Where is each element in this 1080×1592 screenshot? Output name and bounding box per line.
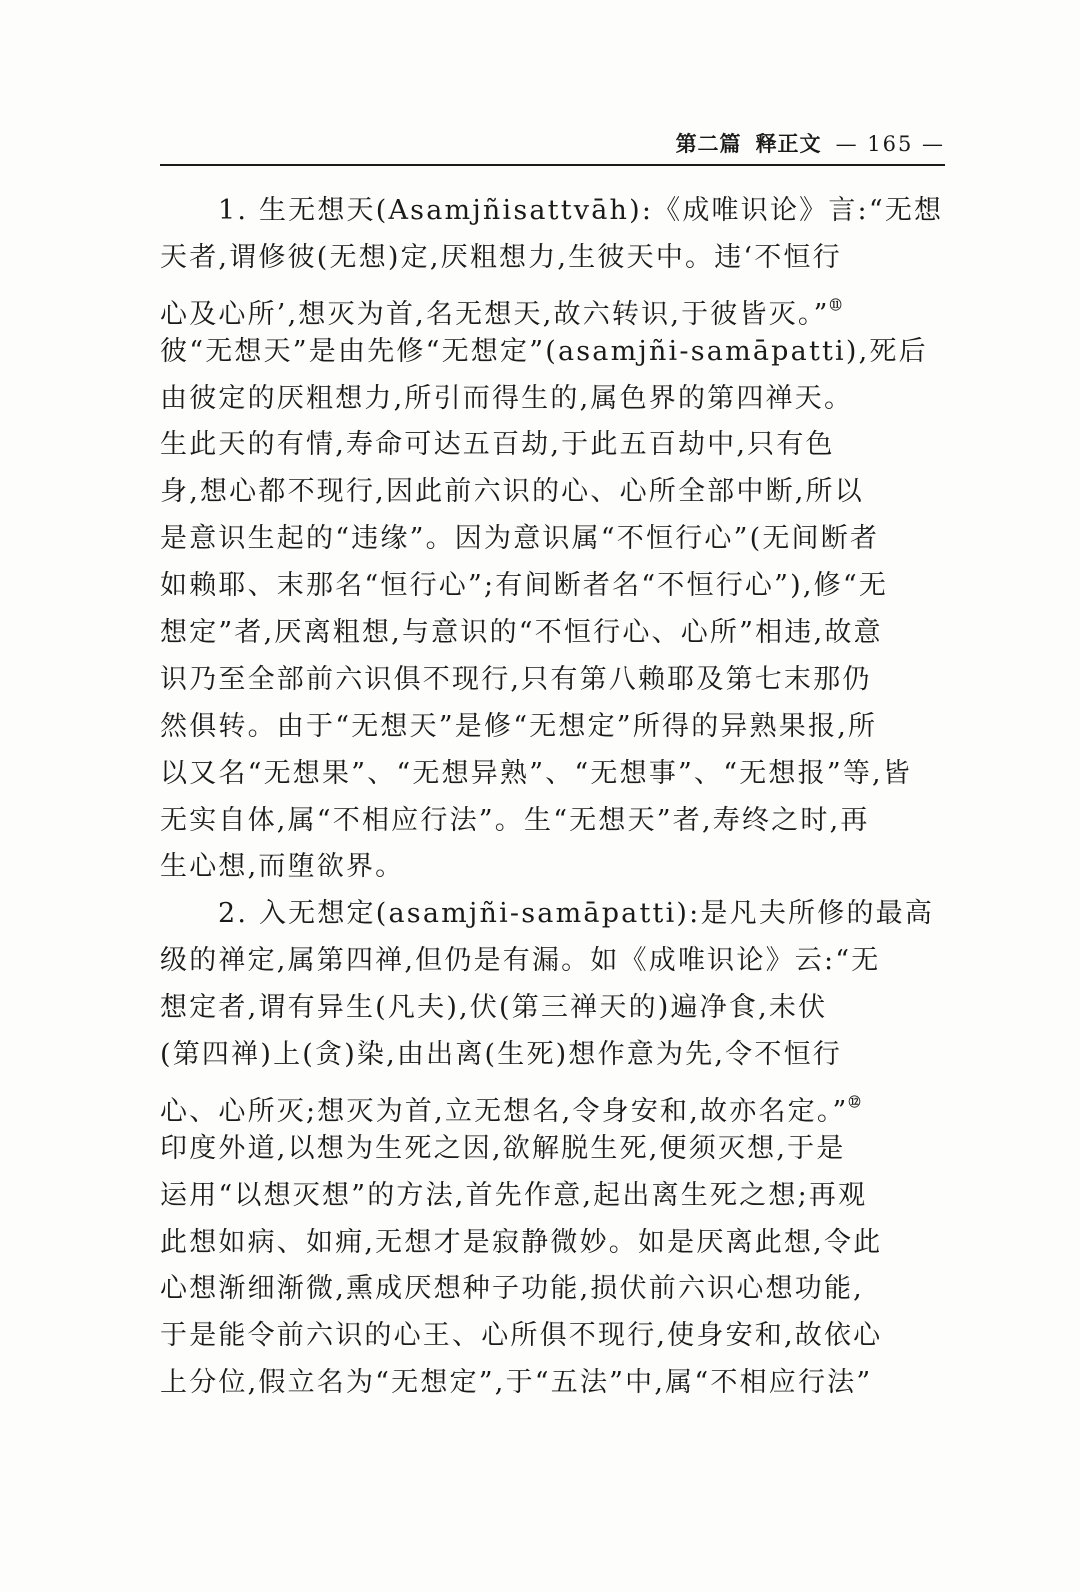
text-line (160, 704, 950, 751)
line-text: 想定”者,厌离粗想,与意识的“不恒行心、心所”相违,故意 (160, 617, 883, 649)
line-text: 1. 生无想天(Asamjñisattvāh):《成唯识论》言:“无想 (218, 195, 944, 226)
header-chapter: 释正文 (755, 132, 822, 156)
line-text: 生此天的有情,寿命可达五百劫,于此五百劫中,只有色 (160, 429, 835, 461)
text-line (160, 422, 950, 469)
text-line (160, 516, 950, 563)
running-header (160, 126, 945, 166)
line-text: 印度外道,以想为生死之因,欲解脱生死,便须灭想,于是 (160, 1132, 846, 1164)
text-line (160, 235, 950, 282)
line-text: 是意识生起的“违缘”。因为意识属“不恒行心”(无间断者 (160, 523, 880, 555)
line-text: 心想渐细渐微,熏成厌想种子功能,损伏前六识心想功能, (160, 1273, 864, 1305)
text-line (160, 751, 950, 798)
header-part: 第二篇 (675, 132, 742, 156)
text-line (160, 1360, 950, 1407)
text-line (160, 1313, 950, 1360)
line-text: 此想如病、如痈,无想才是寂静微妙。如是厌离此想,令此 (160, 1226, 883, 1258)
text-line (160, 798, 950, 845)
line-text: 上分位,假立名为“无想定”,于“五法”中,属“不相应行法” (160, 1367, 873, 1399)
line-text: 天者,谓修彼(无想)定,厌粗想力,生彼天中。违‘不恒行 (160, 241, 842, 273)
text-line (160, 188, 950, 235)
text-line (160, 657, 950, 704)
line-text: 由彼定的厌粗想力,所引而得生的,属色界的第四禅天。 (160, 382, 854, 414)
text-line (160, 891, 950, 938)
text-line (160, 282, 950, 329)
footnote-marker: ⑪ (829, 297, 842, 312)
line-text: (第四禅)上(贪)染,由出离(生死)想作意为先,令不恒行 (160, 1039, 842, 1071)
text-line (160, 1126, 950, 1173)
page-number: — 165 — (835, 132, 945, 156)
text-line (160, 329, 950, 376)
line-text: 彼“无想天”是由先修“无想定”(asamjñi-samāpatti),死后 (160, 335, 928, 367)
text-line (160, 376, 950, 423)
text-line (160, 563, 950, 610)
line-text: 如赖耶、末那名“恒行心”;有间断者名“不恒行心”),修“无 (160, 570, 889, 602)
text-line (160, 469, 950, 516)
line-text: 运用“以想灭想”的方法,首先作意,起出离生死之想;再观 (160, 1179, 868, 1211)
text-line (160, 1173, 950, 1220)
line-text: 心及心所’,想灭为首,名无想天,故六转识,于彼皆灭。” (160, 298, 830, 329)
text-line (160, 1220, 950, 1267)
footnote-marker: ⑫ (848, 1094, 861, 1109)
header-text (676, 128, 945, 158)
text-line (160, 610, 950, 657)
line-text: 2. 入无想定(asamjñi-samāpatti):是凡夫所修的最高 (218, 898, 935, 930)
line-text: 心、心所灭;想灭为首,立无想名,令身安和,故亦名定。” (160, 1095, 849, 1126)
line-text: 级的禅定,属第四禅,但仍是有漏。如《成唯识论》云:“无 (160, 945, 881, 977)
line-text: 识乃至全部前六识俱不现行,只有第八赖耶及第七末那仍 (160, 663, 872, 695)
text-line (160, 1079, 950, 1126)
text-line (160, 844, 950, 891)
line-text: 无实自体,属“不相应行法”。生“无想天”者,寿终之时,再 (160, 804, 870, 836)
line-text: 于是能令前六识的心王、心所俱不现行,使身安和,故依心 (160, 1320, 883, 1352)
body-text (160, 188, 950, 1407)
text-line (160, 1032, 950, 1079)
text-line (160, 1266, 950, 1313)
line-text: 想定者,谓有异生(凡夫),伏(第三禅天的)遍净食,未伏 (160, 992, 828, 1024)
text-line (160, 985, 950, 1032)
line-text: 然俱转。由于“无想天”是修“无想定”所得的异熟果报,所 (160, 710, 878, 742)
text-line (160, 938, 950, 985)
line-text: 生心想,而堕欲界。 (160, 851, 405, 883)
line-text: 身,想心都不现行,因此前六识的心、心所全部中断,所以 (160, 476, 864, 508)
line-text: 以又名“无想果”、“无想异熟”、“无想事”、“无想报”等,皆 (160, 757, 913, 789)
